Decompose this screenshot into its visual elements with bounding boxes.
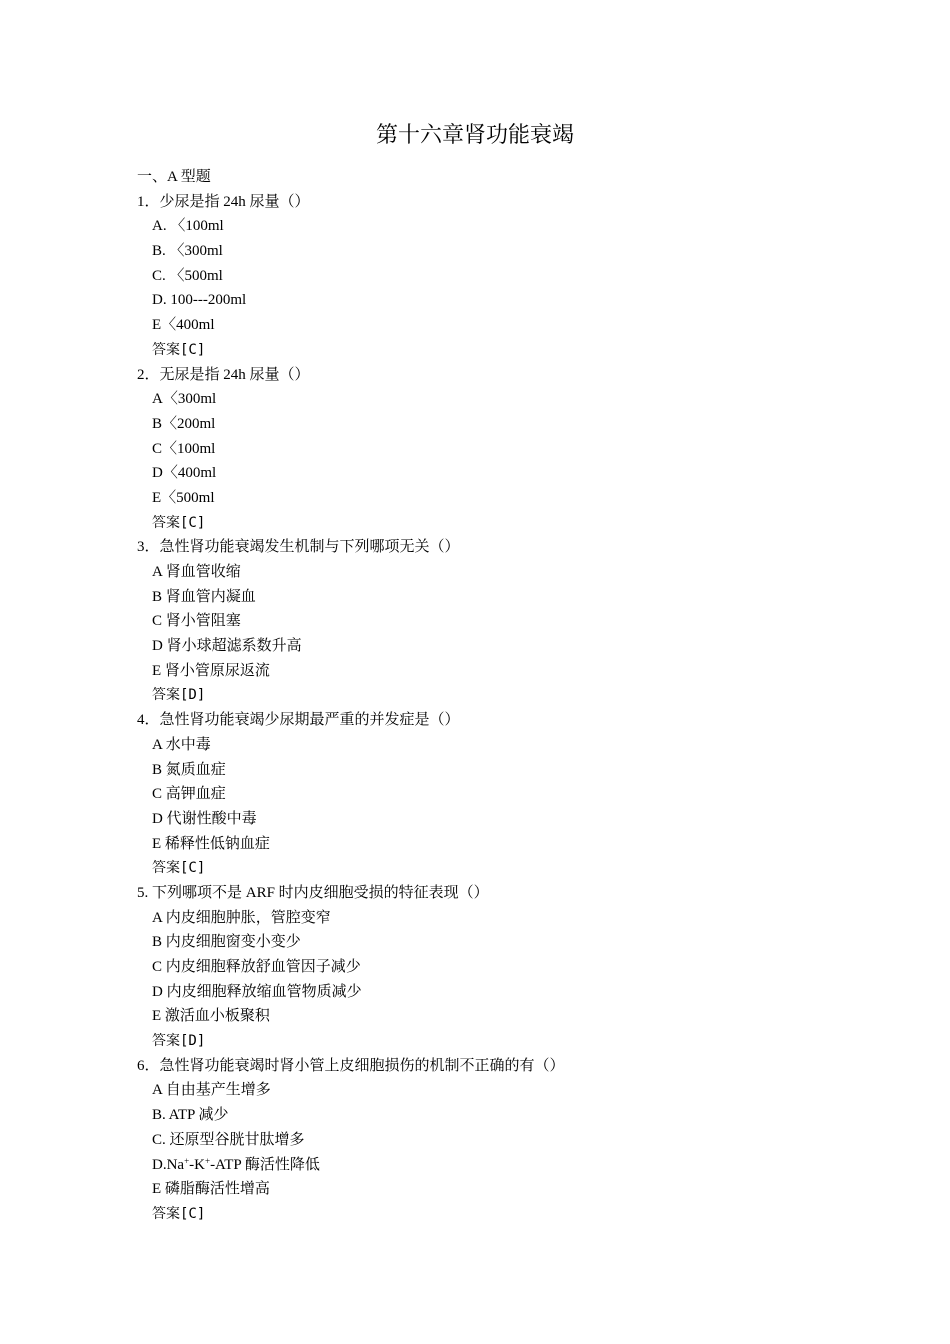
question-stem: 2．无尿是指 24h 尿量（） — [137, 366, 310, 383]
option-a: A 内皮细胞肿胀，管腔变窄 — [152, 909, 331, 926]
answer: 答案[C] — [152, 1205, 206, 1222]
option-b: B〈200ml — [152, 415, 216, 432]
option-d-suffix: -ATP 酶活性降低 — [210, 1156, 320, 1173]
option-d: D. 100---200ml — [152, 292, 247, 309]
option-a: A 水中毒 — [152, 736, 211, 753]
option-d-mid: -K — [189, 1156, 205, 1173]
question-stem: 3．急性肾功能衰竭发生机制与下列哪项无关（） — [137, 539, 460, 556]
option-b: B 肾血管内凝血 — [152, 588, 256, 605]
question-stem: 4．急性肾功能衰竭少尿期最严重的并发症是（） — [137, 712, 460, 729]
option-a: A〈300ml — [152, 391, 217, 408]
option-c: C 高钾血症 — [152, 786, 226, 803]
question-stem: 5. 下列哪项不是 ARF 时内皮细胞受损的特征表现（） — [137, 884, 489, 901]
page-title: 第十六章肾功能衰竭 — [375, 122, 574, 147]
answer: 答案[C] — [152, 514, 206, 531]
option-c: C〈100ml — [152, 440, 216, 457]
answer: 答案[C] — [152, 341, 206, 358]
option-c: C 内皮细胞释放舒血管因子减少 — [152, 959, 361, 975]
question-list — [137, 165, 857, 1227]
option-b: B. 〈300ml — [152, 243, 223, 260]
option-a: A 自由基产生增多 — [152, 1082, 271, 1099]
option-d: D 代谢性酸中毒 — [152, 810, 257, 827]
superscript-plus: + — [204, 1155, 211, 1166]
option-d-prefix: D.Na — [152, 1156, 185, 1173]
option-d: D〈400ml — [152, 465, 217, 482]
answer: 答案[D] — [152, 687, 206, 704]
option-d: D 内皮细胞释放缩血管物质减少 — [152, 983, 362, 1000]
question-stem: 1．少尿是指 24h 尿量（） — [137, 193, 310, 210]
option-b: B. ATP 减少 — [152, 1107, 229, 1124]
option-d — [137, 1153, 857, 1178]
option-d: D 肾小球超滤系数升高 — [152, 638, 302, 655]
option-c: C 肾小管阻塞 — [152, 613, 241, 630]
section-heading: 一、A 型题 — [137, 169, 211, 185]
option-b: B 氮质血症 — [152, 761, 226, 778]
option-a: A. 〈100ml — [152, 218, 224, 235]
option-e: E〈500ml — [152, 489, 215, 506]
option-c: C. 〈500ml — [152, 267, 223, 284]
option-e: E 稀释性低钠血症 — [152, 835, 270, 852]
answer: 答案[D] — [152, 1033, 206, 1050]
option-c: C. 还原型谷胱甘肽增多 — [152, 1131, 305, 1148]
option-e: E 肾小管原尿返流 — [152, 662, 270, 679]
option-e: E 激活血小板聚积 — [152, 1008, 270, 1025]
option-e: E〈400ml — [152, 317, 215, 334]
option-e: E 磷脂酶活性增高 — [152, 1181, 270, 1198]
option-b: B 内皮细胞窗变小变少 — [152, 934, 301, 951]
superscript-plus: + — [184, 1155, 190, 1166]
option-a: A 肾血管收缩 — [152, 564, 241, 580]
question-stem: 6．急性肾功能衰竭时肾小管上皮细胞损伤的机制不正确的有（） — [137, 1057, 565, 1074]
answer: 答案[C] — [152, 860, 206, 877]
